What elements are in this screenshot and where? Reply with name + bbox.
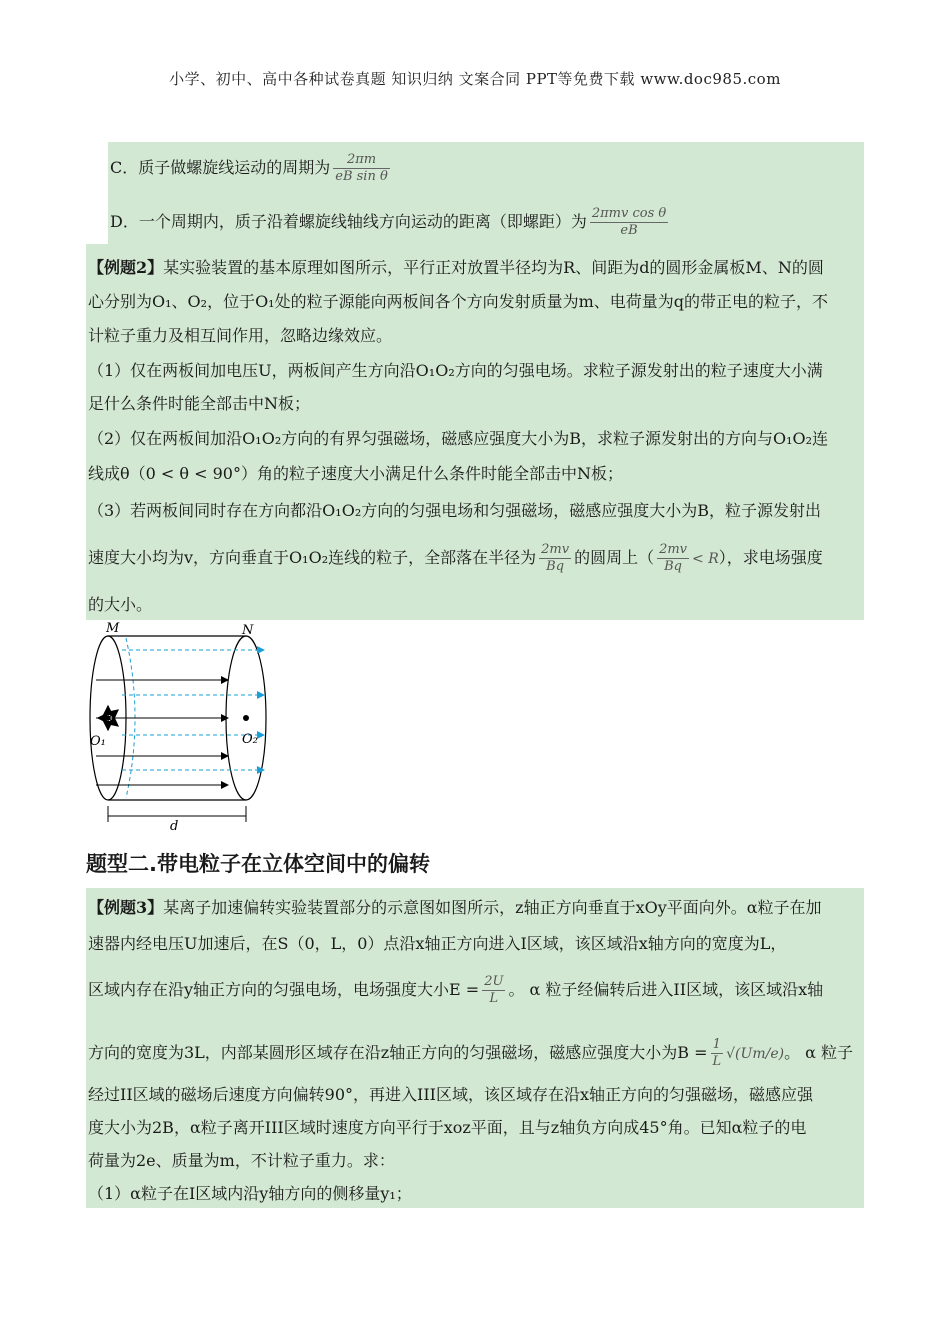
sqrt-term: √(Um/e) [726, 1046, 785, 1062]
example3-line1: 【例题3】某离子加速偏转实验装置部分的示意图如图所示，z轴正方向垂直于xOy平面向外。α粒子在加 [88, 898, 822, 917]
field-formula: $\frac{2U}{L}$ [484, 974, 504, 1006]
example2-q2-line1: （2）仅在两板间加沿O₁O₂方向的有界匀强磁场，磁感应强度大小为B，求粒子源发射出的方向与O₁O₂连 [88, 429, 829, 448]
example2-q3-line2: 速度大小均为v，方向垂直于O₁O₂连线的粒子，全部落在半径为 $\frac{2mv}{Bq}$ 的圆周上（ $\frac{2mv}{Bq}$ < R），求电场强度 [88, 542, 823, 574]
cylinder-diagram [86, 620, 274, 832]
example3-label: 【例题3】 [88, 898, 164, 917]
example2-q2-line2: 线成θ（0 < θ < 90°）角的粒子速度大小满足什么条件时能全部击中N板； [88, 464, 623, 483]
apparatus-figure [86, 620, 274, 832]
example2-label: 【例题2】 [88, 258, 164, 277]
option-c-text: C．质子做螺旋线运动的周期为 [110, 158, 331, 177]
option-c-formula: $\frac{2\pi m}{\text{eB sin θ}}$ [335, 152, 388, 184]
label-o2: O₂ [242, 732, 258, 747]
option-d [110, 206, 671, 239]
example3-line2: 速器内经电压U加速后，在S（0，L，0）点沿x轴正方向进入I区域，该区域沿x轴方向的宽度为L， [88, 934, 787, 953]
option-c [110, 152, 393, 185]
radius-formula: $\frac{2mv}{Bq}$ [541, 542, 570, 574]
condition-formula: $\frac{2mv}{Bq}$ [659, 542, 688, 574]
label-m: M [106, 621, 120, 636]
example3-line4: 方向的宽度为3L，内部某圆形区域存在沿z轴正方向的匀强磁场，磁感应强度大小为B = $\frac{1}{L}$ √(Um/e)。 α 粒子 [88, 1037, 854, 1069]
example3-line7: 荷量为2e、质量为m，不计粒子重力。求： [88, 1151, 395, 1170]
example3-line3: 区域内存在沿y轴正方向的匀强电场，电场强度大小E = $\frac{2U}{L}$ 。 α 粒子经偏转后进入II区域，该区域沿x轴 [88, 974, 824, 1006]
section-title: 题型二.带电粒子在立体空间中的偏转 [86, 852, 430, 876]
example2-line3: 计粒子重力及相互间作用，忽略边缘效应。 [88, 326, 393, 345]
example2-line1: 【例题2】某实验装置的基本原理如图所示，平行正对放置半径均为R、间距为d的圆形金属板M、N的圆 [88, 258, 824, 277]
label-o1: O₁ [90, 734, 106, 749]
example3-line6: 度大小为2B，α粒子离开III区域时速度方向平行于xoz平面，且与z轴负方向成45°角。已知α粒子的电 [88, 1118, 807, 1137]
b-field-formula: $\frac{1}{L}$ [712, 1037, 722, 1069]
example2-q1-line2: 足什么条件时能全部击中N板； [88, 394, 311, 413]
example2-line2: 心分别为O₁、O₂，位于O₁处的粒子源能向两板间各个方向发射质量为m、电荷量为q的带正电的粒子，不 [88, 292, 829, 311]
example2-q3-line1: （3）若两板间同时存在方向都沿O₁O₂方向的匀强电场和匀强磁场，磁感应强度大小为B，粒子源发射出 [88, 501, 822, 520]
label-d: d [170, 819, 179, 832]
option-d-formula: $\frac{\text{2πmv cos θ}}{eB}$ [591, 206, 667, 238]
label-n: N [242, 623, 254, 638]
option-d-text: D．一个周期内，质子沿着螺旋线轴线方向运动的距离（即螺距）为 [110, 212, 587, 231]
example2-q3-line3: 的大小。 [88, 595, 153, 614]
example3-q1: （1）α粒子在I区域内沿y轴方向的侧移量y₁； [88, 1184, 412, 1203]
page-header: 小学、初中、高中各种试卷真题 知识归纳 文案合同 PPT等免费下载 www.doc985.com [169, 70, 781, 88]
example3-line5: 经过II区域的磁场后速度方向偏转90°，再进入III区域，该区域存在沿x轴正方向的匀强磁场，磁感应强 [88, 1085, 813, 1104]
example2-q1-line1: （1）仅在两板间加电压U，两板间产生方向沿O₁O₂方向的匀强电场。求粒子源发射出的粒子速度大小满 [88, 361, 823, 380]
